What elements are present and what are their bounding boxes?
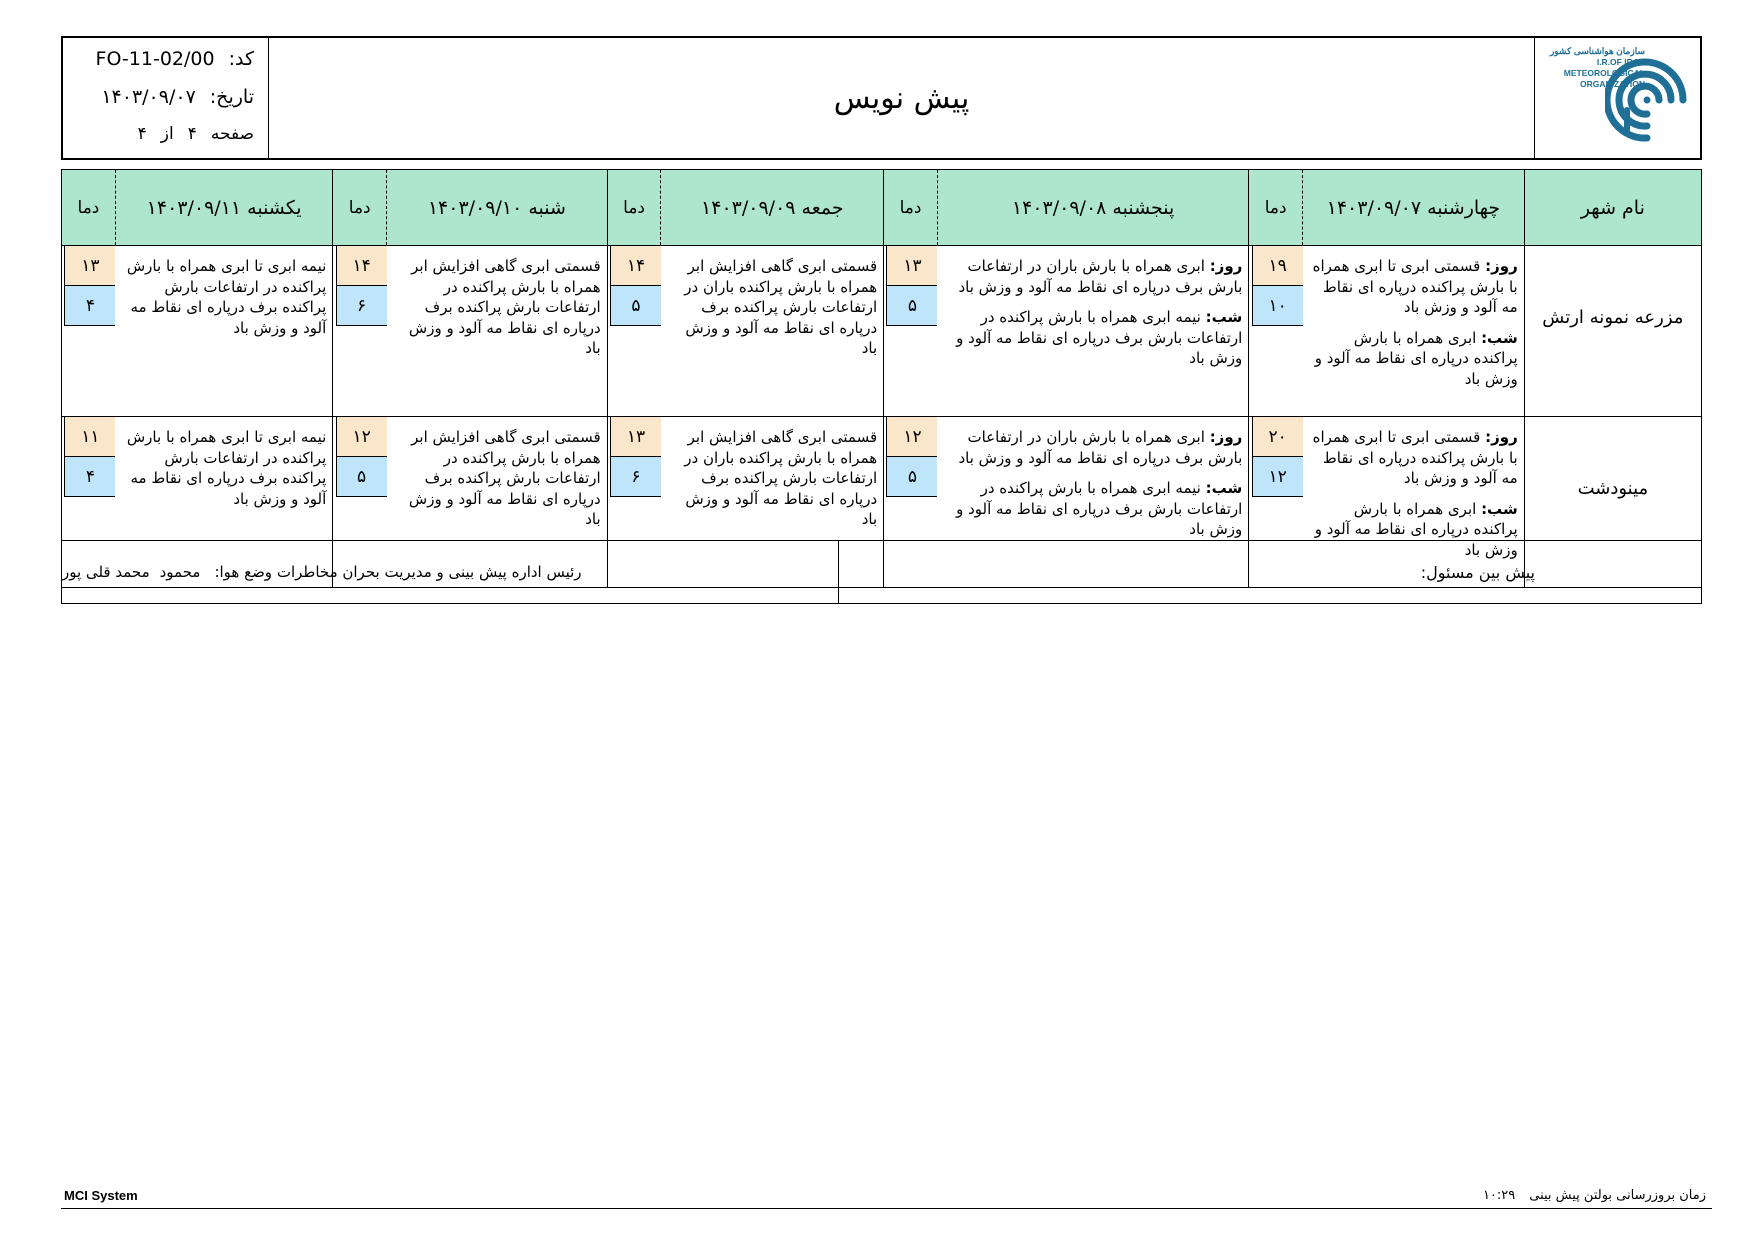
- forecast-condition: [387, 246, 608, 417]
- forecast-text: قسمتی ابری گاهی افزایش ابر همراه با بارش پراکنده باران در ارتفاعات بارش پراکنده برف درپاره ای نقاط مه آلود و وزش باد: [684, 428, 878, 528]
- responsible-forecaster: [839, 541, 1701, 603]
- max-temperature: ۱۴: [610, 246, 661, 286]
- bulletin-header: [61, 36, 1702, 160]
- forecast-condition: [115, 246, 332, 417]
- temperature-cell: [607, 246, 661, 417]
- table-row: [62, 246, 1702, 417]
- max-temperature: ۱۴: [336, 246, 387, 286]
- day-column-header: یکشنبه ۱۴۰۳/۰۹/۱۱: [115, 170, 332, 246]
- day-forecast: [1313, 427, 1518, 489]
- max-temperature: ۱۳: [64, 246, 115, 286]
- page-label: صفحه: [210, 124, 254, 144]
- day-column-header: چهارشنبه ۱۴۰۳/۰۹/۰۷: [1303, 170, 1525, 246]
- table-header-row: [62, 170, 1702, 246]
- min-temperature: ۶: [336, 286, 387, 326]
- night-text: نیمه ابری همراه با بارش پراکنده در ارتفاعات بارش برف درپاره ای نقاط مه آلود و وزش باد: [956, 479, 1243, 538]
- city-name: مزرعه نمونه ارتش: [1524, 246, 1701, 417]
- night-forecast: [947, 478, 1242, 540]
- update-time-row: [1483, 1188, 1706, 1203]
- page-footer: [61, 1188, 1712, 1209]
- forecast-text: نیمه ابری تا ابری همراه با بارش پراکنده در ارتفاعات بارش پراکنده برف درپاره ای نقاط مه آلود و وزش باد: [126, 428, 327, 508]
- temp-column-header: دما: [1249, 170, 1303, 246]
- logo-line-4: ORGANIZATION: [1579, 79, 1645, 89]
- code-value: FO-11-02/00: [95, 48, 215, 70]
- logo-line-3: METEOROLOGICAL: [1563, 68, 1645, 78]
- signature-box: [61, 540, 1702, 604]
- date-row: [101, 86, 254, 108]
- max-temperature: ۲۰: [1252, 417, 1303, 457]
- max-temperature: ۱۹: [1252, 246, 1303, 286]
- responsible-label: پیش بین مسئول:: [1420, 562, 1535, 582]
- night-text: ابری همراه با بارش پراکنده درپاره ای نقاط مه آلود و وزش باد: [1314, 328, 1518, 388]
- max-temperature: ۱۳: [610, 417, 661, 457]
- forecast-text: قسمتی ابری گاهی افزایش ابر همراه با بارش پراکنده در ارتفاعات بارش پراکنده برف درپاره ای نقاط مه آلود و وزش باد: [408, 257, 601, 357]
- document-meta: [63, 38, 269, 158]
- day-label: روز:: [1485, 257, 1518, 275]
- forecast-text: نیمه ابری تا ابری همراه با بارش پراکنده در ارتفاعات بارش پراکنده برف درپاره ای نقاط مه آلود و وزش باد: [126, 257, 327, 337]
- day-forecast: [947, 427, 1242, 468]
- min-temperature: ۵: [886, 286, 937, 326]
- page-of: از: [160, 124, 174, 144]
- day-label: روز:: [1209, 428, 1243, 446]
- forecast-table: [61, 169, 1702, 588]
- night-label: شب:: [1481, 328, 1518, 347]
- forecast-condition: [1303, 246, 1525, 417]
- max-temperature: ۱۲: [336, 417, 387, 457]
- temp-column-header: دما: [62, 170, 116, 246]
- page-current: ۴: [187, 124, 197, 144]
- night-forecast: [947, 307, 1242, 369]
- forecast-condition: [661, 246, 884, 417]
- min-temperature: ۶: [610, 457, 661, 497]
- day-column-header: شنبه ۱۴۰۳/۰۹/۱۰: [387, 170, 608, 246]
- max-temperature: ۱۳: [886, 246, 937, 286]
- temperature-cell: [333, 246, 387, 417]
- chief-last-name: محمد قلی پور: [62, 563, 150, 581]
- day-label: روز:: [1485, 428, 1518, 446]
- min-temperature: ۵: [336, 457, 387, 497]
- day-column-header: جمعه ۱۴۰۳/۰۹/۰۹: [661, 170, 884, 246]
- min-temperature: ۱۰: [1252, 286, 1303, 326]
- update-time: ۱۰:۲۹: [1482, 1188, 1516, 1203]
- temp-column-header: دما: [884, 170, 938, 246]
- night-text: نیمه ابری همراه با بارش پراکنده در ارتفاعات بارش برف درپاره ای نقاط مه آلود و وزش باد: [956, 308, 1243, 367]
- night-text: ابری همراه با بارش پراکنده درپاره ای نقاط مه آلود و وزش باد: [1314, 499, 1518, 559]
- min-temperature: ۴: [64, 457, 115, 497]
- meteorological-organization-logo: [1534, 38, 1700, 158]
- night-label: شب:: [1481, 499, 1518, 518]
- chief-label: رئیس اداره پیش بینی و مدیریت بحران مخاطرات وضع هوا:: [214, 563, 582, 581]
- system-label: MCI System: [64, 1188, 138, 1203]
- day-text: قسمتی ابری تا ابری همراه با بارش پراکنده درپاره ای نقاط مه آلود و وزش باد: [1312, 428, 1518, 487]
- day-text: قسمتی ابری تا ابری همراه با بارش پراکنده درپاره ای نقاط مه آلود و وزش باد: [1312, 257, 1518, 316]
- day-column-header: پنجشنبه ۱۴۰۳/۰۹/۰۸: [937, 170, 1248, 246]
- date-label: تاریخ:: [209, 86, 254, 108]
- day-label: روز:: [1209, 257, 1243, 275]
- day-forecast: [947, 256, 1242, 297]
- forecast-text: قسمتی ابری گاهی افزایش ابر همراه با بارش پراکنده باران در ارتفاعات بارش پراکنده برف درپاره ای نقاط مه آلود و وزش باد: [684, 257, 878, 357]
- min-temperature: ۱۲: [1252, 457, 1303, 497]
- night-label: شب:: [1205, 308, 1243, 326]
- temperature-cell: [62, 246, 116, 417]
- logo-text: [1545, 46, 1645, 90]
- page-total: ۴: [137, 124, 147, 144]
- temperature-cell: [884, 246, 938, 417]
- min-temperature: ۵: [886, 457, 937, 497]
- temp-column-header: دما: [607, 170, 661, 246]
- page-number-row: [138, 124, 254, 144]
- city-column-header: نام شهر: [1524, 170, 1701, 246]
- code-label: کد:: [228, 48, 254, 70]
- day-text: ابری همراه با بارش باران در ارتفاعات بارش برف درپاره ای نقاط مه آلود و وزش باد: [958, 428, 1243, 467]
- city-name: مینودشت: [1524, 417, 1701, 588]
- page-title: پیش نویس: [833, 80, 970, 116]
- logo-line-fa: سازمان هواشناسی کشور: [1549, 46, 1645, 56]
- chief-first-name: محمود: [159, 563, 201, 581]
- max-temperature: ۱۲: [886, 417, 937, 457]
- forecast-text: قسمتی ابری گاهی افزایش ابر همراه با بارش پراکنده در ارتفاعات بارش پراکنده برف درپاره ای نقاط مه آلود و وزش باد: [408, 428, 601, 528]
- min-temperature: ۴: [64, 286, 115, 326]
- night-label: شب:: [1205, 479, 1243, 497]
- update-label: زمان بروزرسانی بولتن پیش بینی: [1529, 1188, 1706, 1203]
- max-temperature: ۱۱: [64, 417, 115, 457]
- temperature-cell: [1249, 246, 1303, 417]
- forecast-condition: [937, 246, 1248, 417]
- day-text: ابری همراه با بارش باران در ارتفاعات بارش برف درپاره ای نقاط مه آلود و وزش باد: [958, 257, 1243, 296]
- day-forecast: [1313, 256, 1518, 318]
- chief-signature: [62, 541, 839, 603]
- chief-name: [62, 563, 200, 581]
- temp-column-header: دما: [333, 170, 387, 246]
- date-value: ۱۴۰۳/۰۹/۰۷: [101, 86, 196, 108]
- min-temperature: ۵: [610, 286, 661, 326]
- code-row: [96, 48, 254, 70]
- logo-line-2: I.R.OF IRAN: [1596, 57, 1645, 67]
- night-forecast: [1313, 328, 1518, 390]
